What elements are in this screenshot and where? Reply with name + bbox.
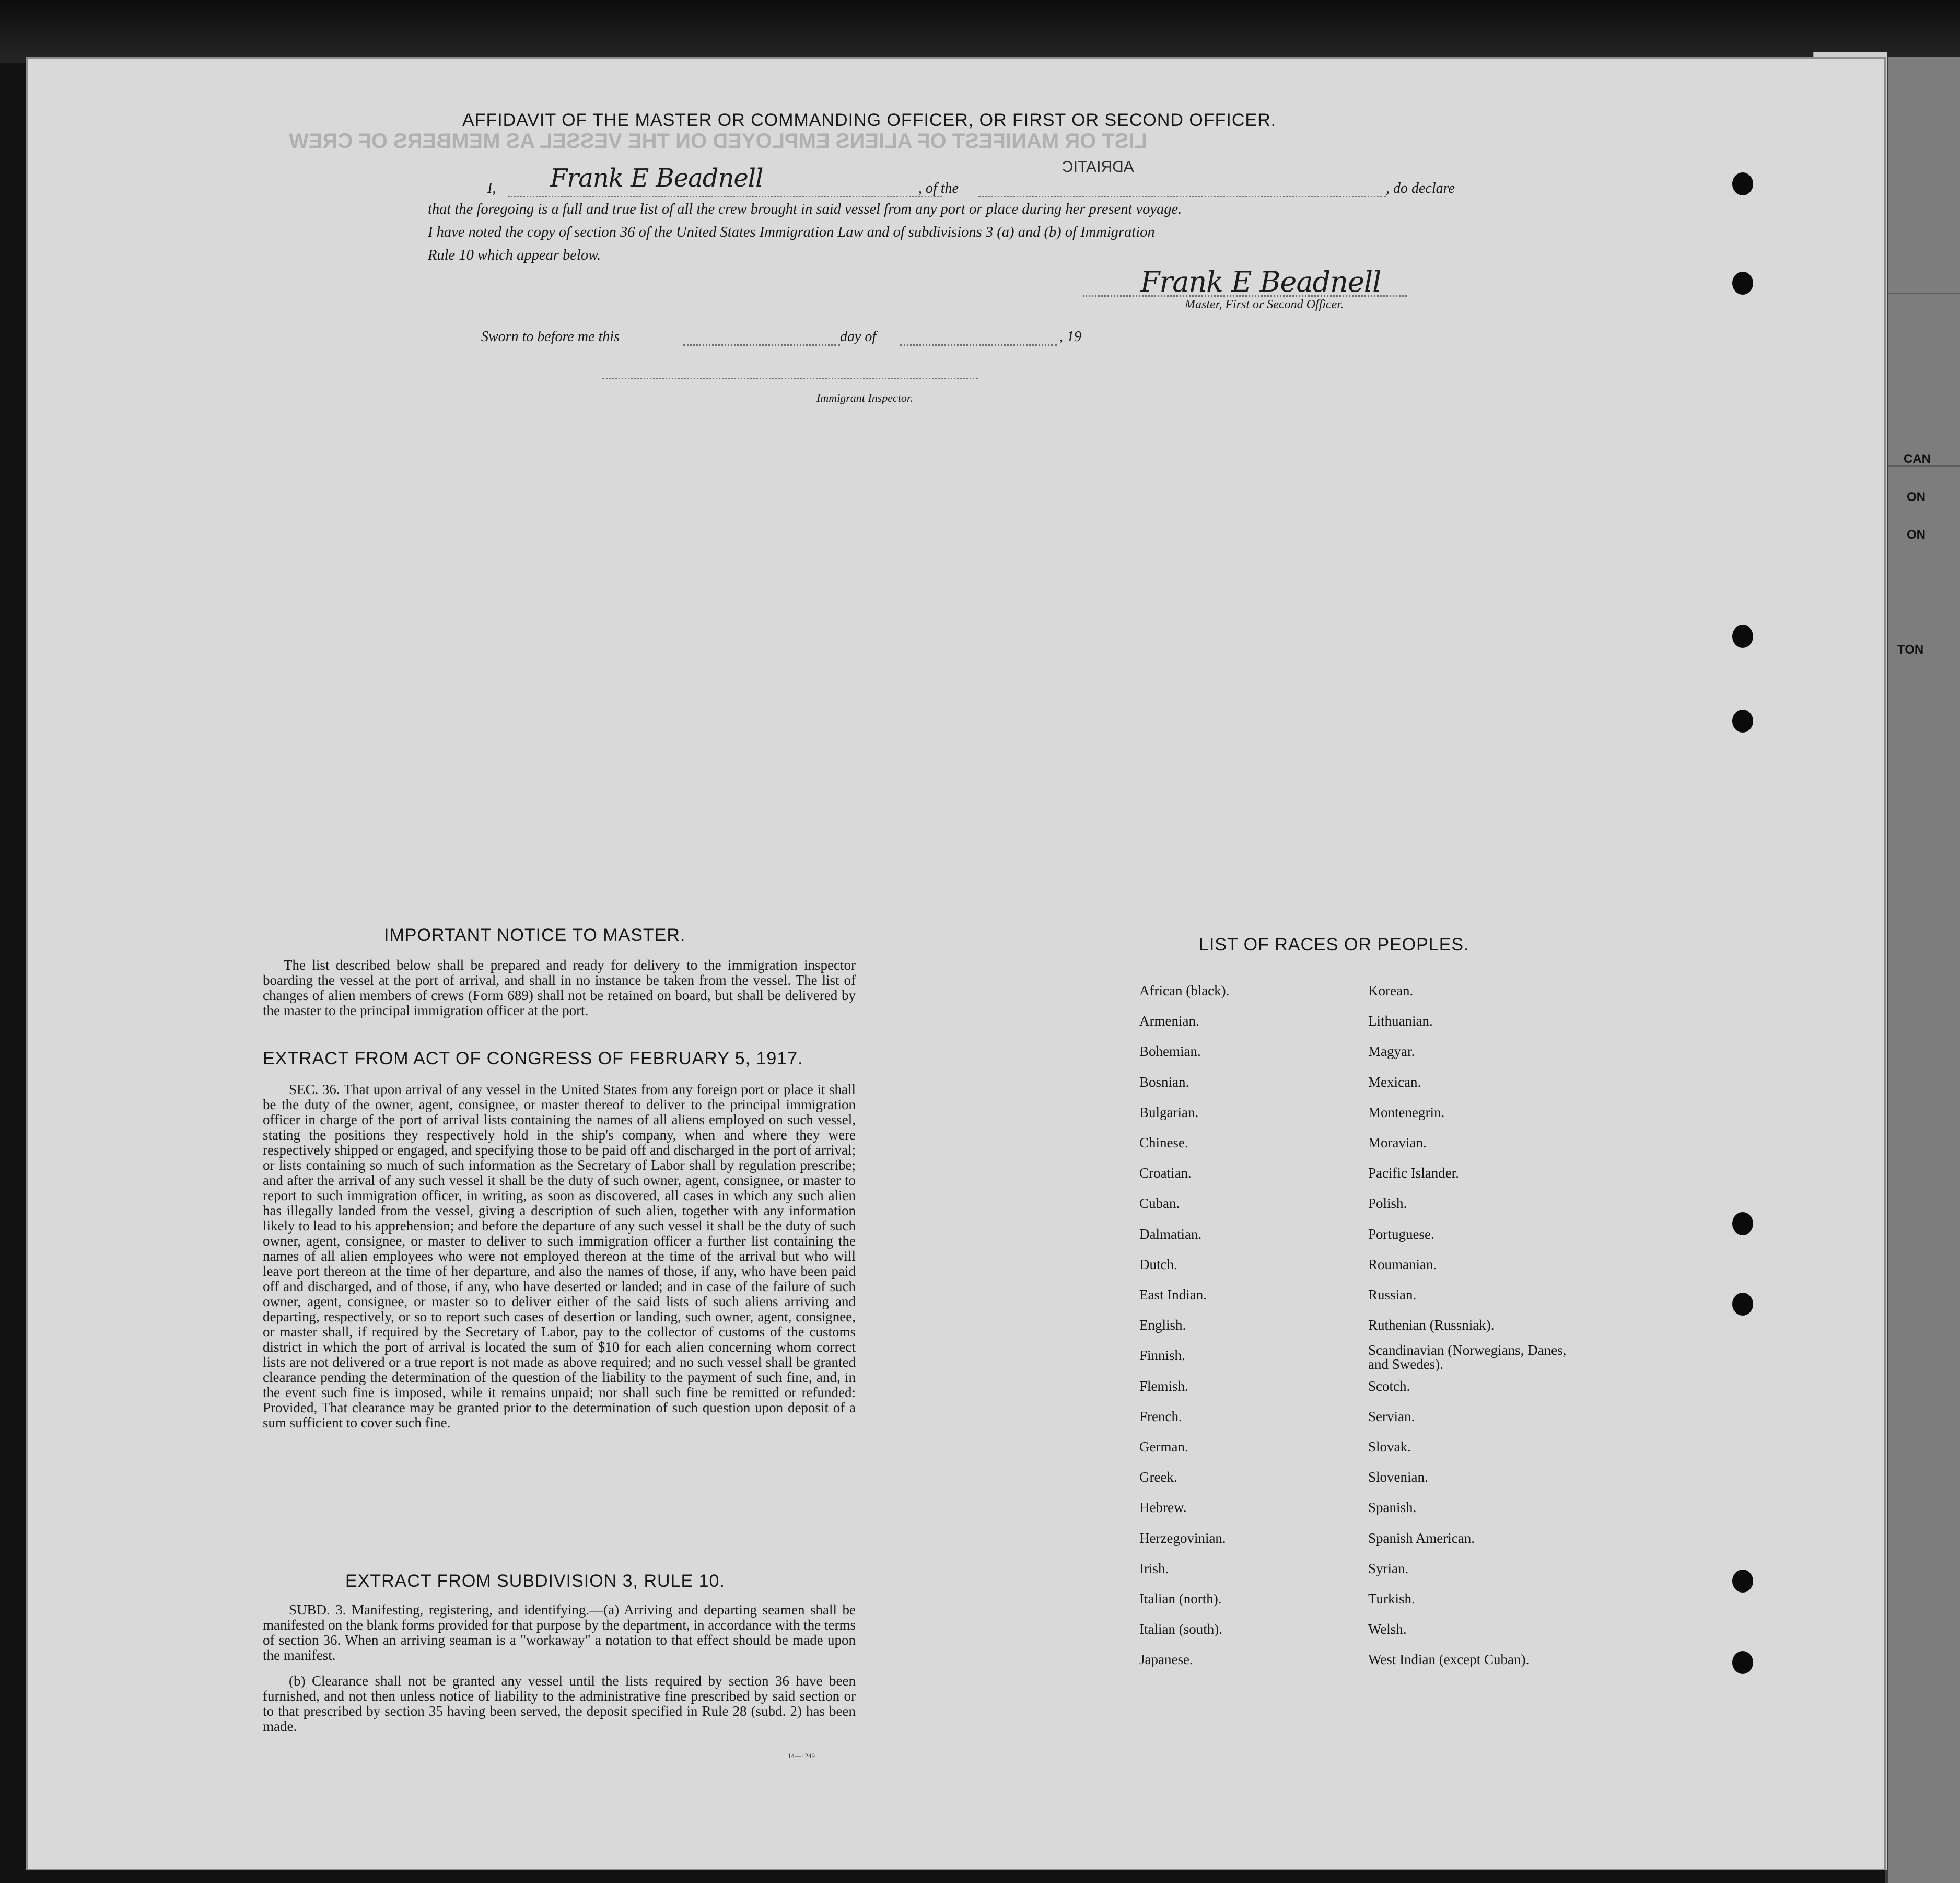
act-extract-title: EXTRACT FROM ACT OF CONGRESS OF FEBRUARY 5, 1917. — [263, 1049, 803, 1068]
races-title: LIST OF RACES OR PEOPLES. — [1199, 935, 1469, 955]
race-item: African (black). — [1139, 983, 1230, 998]
affidavit-line4: Rule 10 which appear below. — [428, 247, 601, 263]
master-signature: Frank E Beadnell — [1140, 265, 1381, 298]
edge-fragment: TON — [1897, 643, 1924, 657]
sworn-day-of: day of — [840, 329, 877, 345]
bleed-through-heading: LIST OR MANIFEST OF ALIENS EMPLOYED ON THE VESSEL AS MEMBERS OF CREW — [289, 130, 1148, 153]
punch-hole — [1732, 272, 1753, 295]
affidavit-signature-name: Frank E Beadnell — [550, 164, 763, 193]
affidavit-line1-prefix: I, — [487, 180, 496, 196]
inspector-caption: Immigrant Inspector. — [816, 391, 913, 404]
race-item: Cuban. — [1139, 1195, 1180, 1212]
race-item: East Indian. — [1139, 1287, 1207, 1303]
race-item: Moravian. — [1368, 1135, 1427, 1150]
rule-extract-body-a: SUBD. 3. Manifesting, registering, and identifying.—(a) Arriving and departing seamen shall be manifested on the blank forms provided for that purpose by the department, in accordance with the terms of section 36. When an arriving seaman is a "workaway" a notation to that effect should be made upon the manifest. — [263, 1602, 856, 1663]
race-item: Spanish. — [1368, 1500, 1417, 1516]
race-item: Dalmatian. — [1139, 1226, 1202, 1242]
race-item: Dutch. — [1139, 1256, 1177, 1272]
race-item: Herzegovinian. — [1139, 1530, 1226, 1546]
punch-hole — [1732, 172, 1753, 195]
notice-body: The list described below shall be prepared and ready for delivery to the immigration inspector boarding the vessel at the port of arrival, and shall in no instance be taken from the vessel. The list of changes of alien members of crews (Form 689) shall not be retained on board, but shall be delivered by the master to the principal immigration officer at the port. — [263, 957, 856, 1018]
scan-frame-top — [0, 0, 1960, 63]
race-item: Mexican. — [1368, 1074, 1421, 1090]
race-item: Polish. — [1368, 1195, 1407, 1212]
edge-fragment: ON — [1907, 528, 1926, 542]
race-item: Italian (south). — [1139, 1621, 1222, 1637]
race-item: Scotch. — [1368, 1378, 1410, 1394]
rule-extract-title: EXTRACT FROM SUBDIVISION 3, RULE 10. — [345, 1571, 725, 1591]
adjacent-page-strip — [1885, 57, 1960, 1883]
notice-title: IMPORTANT NOTICE TO MASTER. — [384, 925, 686, 945]
race-item: Spanish American. — [1368, 1530, 1475, 1546]
race-item: English. — [1139, 1317, 1186, 1333]
race-item: Chinese. — [1139, 1135, 1188, 1150]
race-item: Flemish. — [1139, 1378, 1188, 1394]
punch-hole — [1732, 1212, 1753, 1235]
race-item: Finnish. — [1139, 1347, 1185, 1364]
affidavit-title: AFFIDAVIT OF THE MASTER OR COMMANDING OFFICER, OR FIRST OR SECOND OFFICER. — [462, 110, 1277, 130]
race-item: Irish. — [1139, 1560, 1169, 1576]
race-item: Italian (north). — [1139, 1591, 1222, 1607]
race-item: Slovak. — [1368, 1439, 1411, 1455]
race-item: Korean. — [1368, 983, 1414, 998]
race-item: Greek. — [1139, 1469, 1177, 1485]
race-item: Bulgarian. — [1139, 1104, 1199, 1120]
race-item: Servian. — [1368, 1408, 1415, 1424]
race-item: Roumanian. — [1368, 1256, 1437, 1272]
race-item: Lithuanian. — [1368, 1013, 1433, 1029]
race-item: German. — [1139, 1439, 1188, 1455]
race-item: Ruthenian (Russniak). — [1368, 1317, 1495, 1333]
race-item: Scandinavian (Norwegians, Danes, and Swedes). — [1368, 1342, 1567, 1373]
race-item: Japanese. — [1139, 1652, 1193, 1668]
race-item: Portuguese. — [1368, 1226, 1434, 1242]
race-item: French. — [1139, 1408, 1182, 1424]
race-item: Syrian. — [1368, 1560, 1409, 1576]
punch-hole — [1732, 1570, 1753, 1593]
race-item: Bosnian. — [1139, 1074, 1189, 1090]
document-page — [26, 57, 1886, 1870]
race-item: Russian. — [1368, 1287, 1417, 1303]
race-item: West Indian (except Cuban). — [1368, 1652, 1530, 1668]
race-item: Turkish. — [1368, 1591, 1415, 1607]
race-item: Hebrew. — [1139, 1500, 1187, 1516]
race-item: Armenian. — [1139, 1013, 1199, 1029]
punch-hole — [1732, 625, 1753, 648]
punch-hole — [1732, 1293, 1753, 1316]
race-item: Magyar. — [1368, 1043, 1415, 1060]
sworn-prefix: Sworn to before me this — [481, 329, 620, 345]
form-number: 14—1249 — [788, 1752, 815, 1760]
sworn-year: , 19 — [1059, 329, 1081, 345]
race-item: Pacific Islander. — [1368, 1165, 1459, 1181]
punch-hole — [1732, 710, 1753, 733]
affidavit-line1-mid: , of the — [918, 180, 959, 196]
race-item: Slovenian. — [1368, 1469, 1428, 1485]
race-item: Welsh. — [1368, 1621, 1407, 1637]
edge-fragment: CAN — [1904, 452, 1931, 466]
punch-hole — [1732, 1651, 1753, 1674]
act-extract-body: SEC. 36. That upon arrival of any vessel in the United States from any foreign port or place it shall be the duty of the owner, agent, consignee, or master thereof to deliver to the principal immigration officer in charge of the port of arrival lists containing the names of all aliens employed on such vessel, stating the positions they respectively hold in the ship's company, when and where they were respectively shipped or engaged, and specifying those to be paid off and discharged in the port of arrival; or lists containing so much of such information as the Secretary of Labor shall by regulation prescribe; and after the arrival of any such vessel it shall be the duty of such owner, agent, consignee, or master to report to such immigration officer, in writing, as soon as discovered, all cases in which any such alien has illegally landed from the vessel, giving a description of such alien, together with any information likely to lead to his apprehension; and before the departure of any such vessel it shall be the duty of such owner, agent, consignee, or master to deliver to such immigration officer a further list containing the names of all alien employees who were not employed thereon at the time of the arrival but who will leave port thereon at the time of her departure, and also the names of those, if any, who have been paid off and discharged, and of those, if any, who have deserted or landed; and in case of the failure of such owner, agent, consignee, or master so to deliver either of the said lists of such aliens arriving and departing, respectively, or so to report such cases of desertion or landing, such owner, agent, consignee, or master shall, if required by the Secretary of Labor, pay to the collector of customs of the customs district in which the port of arrival is located the sum of $10 for each alien concerning whom correct lists are not delivered or a true report is not made as above required; and no such vessel shall be granted clearance pending the determination of the question of the liability to the payment of such fine, and, in the event such fine is imposed, while it remains unpaid; nor shall such fine be remitted or refunded: Provided, That clearance may be granted prior to the determination of such question upon deposit of a sum sufficient to cover such fine. — [263, 1082, 856, 1431]
vessel-name-mirrored: ADRIATIC — [1062, 158, 1134, 176]
edge-fragment: ON — [1907, 490, 1926, 504]
affidavit-line2: that the foregoing is a full and true list of all the crew brought in said vessel from any port or place during her present voyage. — [428, 201, 1182, 217]
rule-extract-body-b: (b) Clearance shall not be granted any vessel until the lists required by section 36 have been furnished, and not then unless notice of liability to the administrative fine prescribed by said section or to that prescribed by section 35 having been served, the deposit specified in Rule 28 (subd. 2) has been made. — [263, 1673, 856, 1734]
affidavit-line3: I have noted the copy of section 36 of the United States Immigration Law and of subdivisions 3 (a) and (b) of Immigration — [428, 224, 1155, 240]
race-item: Bohemian. — [1139, 1043, 1201, 1060]
affidavit-line1-suffix: , do declare — [1386, 180, 1455, 196]
race-item: Montenegrin. — [1368, 1104, 1445, 1120]
master-caption: Master, First or Second Officer. — [1185, 298, 1344, 311]
race-item: Croatian. — [1139, 1165, 1192, 1181]
